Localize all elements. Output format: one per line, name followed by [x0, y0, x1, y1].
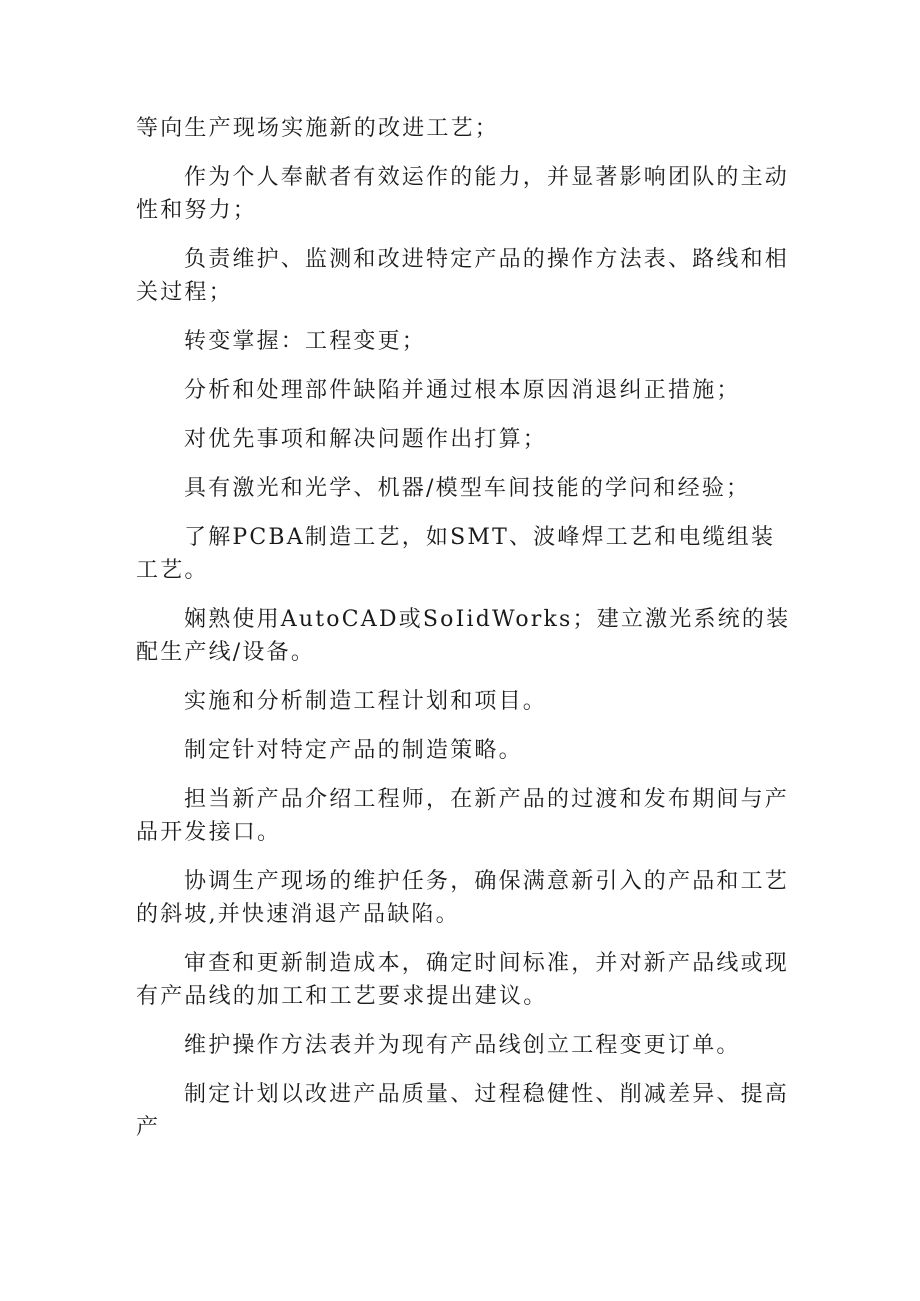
paragraph: 等向生产现场实施新的改进工艺；	[136, 116, 500, 141]
paragraph: 对优先事项和解决问题作出打算；	[184, 427, 548, 452]
document-body	[136, 112, 796, 1160]
paragraph: 维护操作方法表并为现有产品线创立工程变更订单。	[184, 1033, 741, 1058]
paragraph: 了解PCBA制造工艺，如SMT、波峰焊工艺和电缆组装工艺。	[136, 525, 776, 583]
paragraph: 制定针对特定产品的制造策略。	[184, 738, 523, 763]
paragraph: 担当新产品介绍工程师，在新产品的过渡和发布期间与产品开发接口。	[136, 787, 790, 845]
paragraph: 分析和处理部件缺陷并通过根本原因消退纠正措施；	[184, 378, 741, 403]
paragraph: 娴熟使用AutoCAD或SoIidWorks；建立激光系统的装配生产线/设备。	[136, 607, 791, 665]
paragraph: 协调生产现场的维护任务，确保满意新引入的产品和工艺的斜坡,并快速消退产品缺陷。	[136, 869, 790, 927]
paragraph: 转变掌握：工程变更；	[184, 329, 427, 354]
paragraph: 制定计划以改进产品质量、过程稳健性、削减差异、提高产	[136, 1082, 790, 1140]
paragraph: 作为个人奉献者有效运作的能力，并显著影响团队的主动性和努力；	[136, 165, 790, 223]
paragraph: 审查和更新制造成本，确定时间标准，并对新产品线或现有产品线的加工和工艺要求提出建议。	[136, 951, 790, 1009]
paragraph: 具有激光和光学、机器/模型车间技能的学问和经验；	[184, 476, 751, 501]
paragraph: 实施和分析制造工程计划和项目。	[184, 689, 548, 714]
paragraph: 负责维护、监测和改进特定产品的操作方法表、路线和相关过程；	[136, 247, 790, 305]
